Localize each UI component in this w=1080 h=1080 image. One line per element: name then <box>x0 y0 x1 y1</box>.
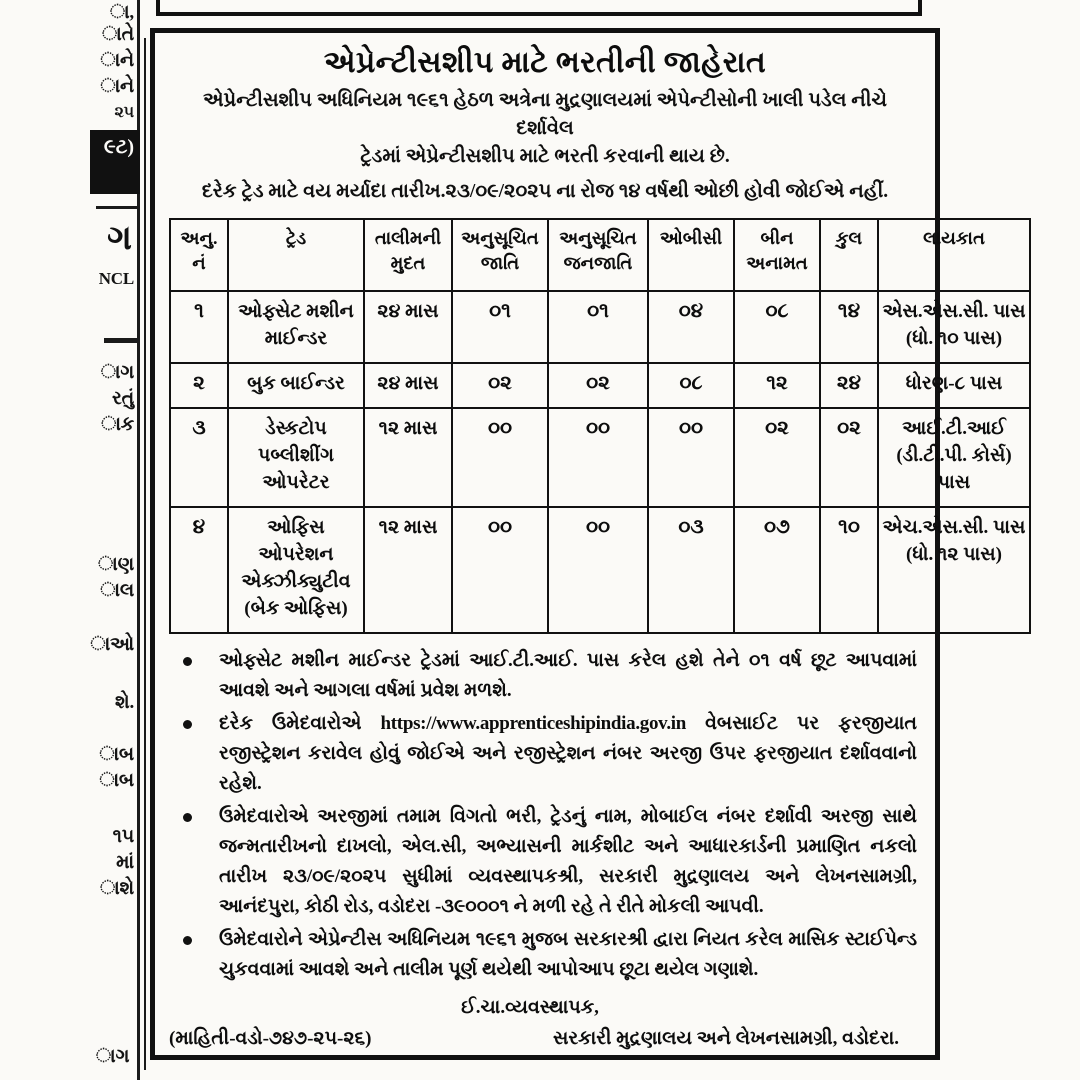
column-header-obc: ઓબીસી <box>648 219 734 291</box>
column-header-st: અનુસૂચિત જનજાતિ <box>548 219 648 291</box>
left-fragment-inverse-block: ૯ટ) <box>90 130 140 194</box>
column-header-sc: અનુસૂચિત જાતિ <box>452 219 548 291</box>
cell-sr: ૨ <box>170 363 228 408</box>
cell-total: ૧૪ <box>820 291 878 363</box>
signature-office: સરકારી મુદ્રણાલય અને લેખનસામગ્રી, વડોદરા. <box>552 1028 899 1049</box>
left-fragment-text: ાક <box>101 414 134 435</box>
column-header-duration: તાલીમની મુદત <box>364 219 452 291</box>
ad-intro-line-1: એપ્રેન્ટીસશીપ અધિનિયમ ૧૯૬૧ હેઠળ અત્રેના મુદ્રણાલયમાં એપેન્ટીસોની ખાલી પડેલ નીચે દર્શાવેલ <box>202 90 888 139</box>
cell-obc: ૦૮ <box>648 363 734 408</box>
left-fragment-text: માં <box>116 852 134 873</box>
cell-obc: ૦૪ <box>648 291 734 363</box>
left-fragment-text: ાગ <box>100 362 134 383</box>
cell-sc: ૦૦ <box>452 408 548 507</box>
table-header-row <box>170 219 1030 291</box>
table-row <box>170 291 1030 363</box>
left-fragment-text: શે. <box>115 692 134 713</box>
cell-st: ૦૦ <box>548 408 648 507</box>
column-header-sr: અનુ. નં <box>170 219 228 291</box>
cell-total: ૦૨ <box>820 408 878 507</box>
left-adjacent-column <box>0 0 150 1080</box>
cell-general: ૦૨ <box>734 408 820 507</box>
footer-row <box>169 1025 921 1053</box>
cell-obc: ૦૦ <box>648 408 734 507</box>
cell-qualification: ધોરણ-૮ પાસ <box>878 363 1030 408</box>
cell-trade: ઓફ્સેટ મશીન માઈન્ડર <box>228 291 364 363</box>
cell-sc: ૦૦ <box>452 507 548 633</box>
note-item: ઉમેદવારોએ અરજીમાં તમામ વિગતો ભરી, ટ્રેડનું નામ, મોબાઈલ નંબર દર્શાવી અરજી સાથે જન્મતારીખનો દાખલો, એલ.સી, અભ્યાસની માર્કશીટ અને આધારકાર્ડની પ્રમાણિત નકલો તારીખ ૨૩/૦૯/૨૦૨૫ સુધીમાં વ્યવસ્થાપકશ્રી, સરકારી મુદ્રણાલય અને લેખનસામગ્રી, આનંદપુરા, કોઠી રોડ, વડોદરા -૩૯૦૦૦૧ ને મળી રહે તે રીતે મોકલી આપવી. <box>175 802 917 922</box>
apprenticeship-portal-url[interactable]: https://www.apprenticeshipindia.gov.in <box>380 713 687 734</box>
adjacent-ad-box-stub <box>156 0 922 16</box>
apprenticeship-advertisement <box>150 28 1026 1060</box>
left-fragment-text: રતું <box>111 388 134 409</box>
cell-trade: બુક બાઈન્ડર <box>228 363 364 408</box>
ad-title: એપ્રેન્ટીસશીપ માટે ભરતીની જાહેરાત <box>323 46 767 79</box>
cell-general: ૧૨ <box>734 363 820 408</box>
left-fragment-text: ાલ <box>100 580 134 601</box>
cell-st: ૦૦ <box>548 507 648 633</box>
cell-general: ૦૮ <box>734 291 820 363</box>
left-fragment-text: ાને <box>100 50 134 71</box>
column-header-trade: ટ્રેડ <box>228 219 364 291</box>
trades-table <box>169 218 1031 634</box>
cell-sc: ૦૧ <box>452 291 548 363</box>
column-header-general: બીન અનામત <box>734 219 820 291</box>
cell-total: ૧૦ <box>820 507 878 633</box>
ad-age-limit-line: દરેક ટ્રેડ માટે વય મર્યાદા તારીખ.૨૩/૦૯/૨૦૨૫ ના રોજ ૧૪ વર્ષથી ઓછી હોવી જોઈએ નહીં. <box>201 181 889 202</box>
cell-obc: ૦૩ <box>648 507 734 633</box>
cell-trade: ડેસ્કટોપ પબ્લીશીંગ ઓપરેટર <box>228 408 364 507</box>
cell-sr: ૪ <box>170 507 228 633</box>
cell-qualification: આઈ.ટી.આઈ (ડી.ટી.પી. કોર્સ) પાસ <box>878 408 1030 507</box>
left-fragment-text: ૨૫ <box>114 104 134 121</box>
left-fragment-rule <box>96 206 140 209</box>
cell-duration: ૧૨ માસ <box>364 408 452 507</box>
cell-duration: ૨૪ માસ <box>364 291 452 363</box>
cell-sr: ૩ <box>170 408 228 507</box>
cell-total: ૨૪ <box>820 363 878 408</box>
left-fragment-rule <box>104 338 140 343</box>
info-code: (માહિતી-વડો-૭૪૭-૨૫-૨૬) <box>169 1028 372 1049</box>
cell-general: ૦૭ <box>734 507 820 633</box>
cell-qualification: એચ.એસ.સી. પાસ (ધો. ૧૨ પાસ) <box>878 507 1030 633</box>
cell-sr: ૧ <box>170 291 228 363</box>
ad-intro-paragraph <box>173 87 917 206</box>
table-row <box>170 507 1030 633</box>
cell-duration: ૨૪ માસ <box>364 363 452 408</box>
left-fragment-text: ાને <box>100 76 134 97</box>
note-item: ઉમેદવારોને એપ્રેન્ટીસ અધિનિયમ ૧૯૬૧ મુજબ સરકારશ્રી દ્વારા નિયત કરેલ માસિક સ્ટાઈપેન્ડ ચુકવવામાં આવશે અને તાલીમ પૂર્ણ થયેથી આપોઆપ છૂટા થયેલ ગણાશે. <box>175 925 917 985</box>
left-fragment-heading: ગ <box>107 220 132 257</box>
table-row <box>170 408 1030 507</box>
notes-list <box>169 646 921 985</box>
left-fragment-text: ાશે <box>100 878 134 899</box>
left-fragment-text: ૧૫ <box>112 826 134 847</box>
column-inner-rule <box>144 38 146 1070</box>
column-header-total: કુલ <box>820 219 878 291</box>
ad-intro-line-2: ટ્રેડમાં એપ્રેન્ટીસશીપ માટે ભરતી કરવાની થાય છે. <box>360 146 730 167</box>
table-row <box>170 363 1030 408</box>
left-fragment-text: NCL <box>98 269 134 288</box>
cell-sc: ૦૨ <box>452 363 548 408</box>
cell-st: ૦૧ <box>548 291 648 363</box>
note-item: ઓફ્સેટ મશીન માઈન્ડર ટ્રેડમાં આઈ.ટી.આઈ. પાસ કરેલ હશે તેને ૦૧ વર્ષ છૂટ આપવામાં આવશે અને આગલા વર્ષમાં પ્રવેશ મળશે. <box>175 646 917 706</box>
cell-trade: ઓફિસ ઓપરેશન એક્ઝીક્યુટીવ (બેક ઓફિસ) <box>228 507 364 633</box>
note-item <box>175 709 917 799</box>
cell-duration: ૧૨ માસ <box>364 507 452 633</box>
column-header-qualification: લાયકાત <box>878 219 1030 291</box>
left-fragment-text: ાણ <box>98 554 134 575</box>
signature-designation: ઈ.ચા.વ્યવસ્થાપક, <box>461 997 599 1018</box>
left-fragment-text: ા, <box>109 2 134 23</box>
left-fragment-text: ાતે <box>102 24 134 45</box>
note-text-after-url: વેબસાઈટ પર ફરજીયાત રજીસ્ટ્રેશન કરાવેલ હોવું જોઈએ અને રજીસ્ટ્રેશન નંબર અરજી ઉપર ફરજીયાત દર્શાવવાનો રહેશે. <box>219 713 917 794</box>
left-fragment-text: ાબ <box>99 744 134 765</box>
left-fragment-bottom: ાગ <box>96 1046 130 1067</box>
note-text-before-url: દરેક ઉમેદવારોએ <box>219 713 381 734</box>
left-fragment-text: ાબ <box>99 770 134 791</box>
cell-qualification: એસ.એસ.સી. પાસ (ધો. ૧૦ પાસ) <box>878 291 1030 363</box>
left-fragment-text: ાઓ <box>90 634 134 655</box>
cell-st: ૦૨ <box>548 363 648 408</box>
